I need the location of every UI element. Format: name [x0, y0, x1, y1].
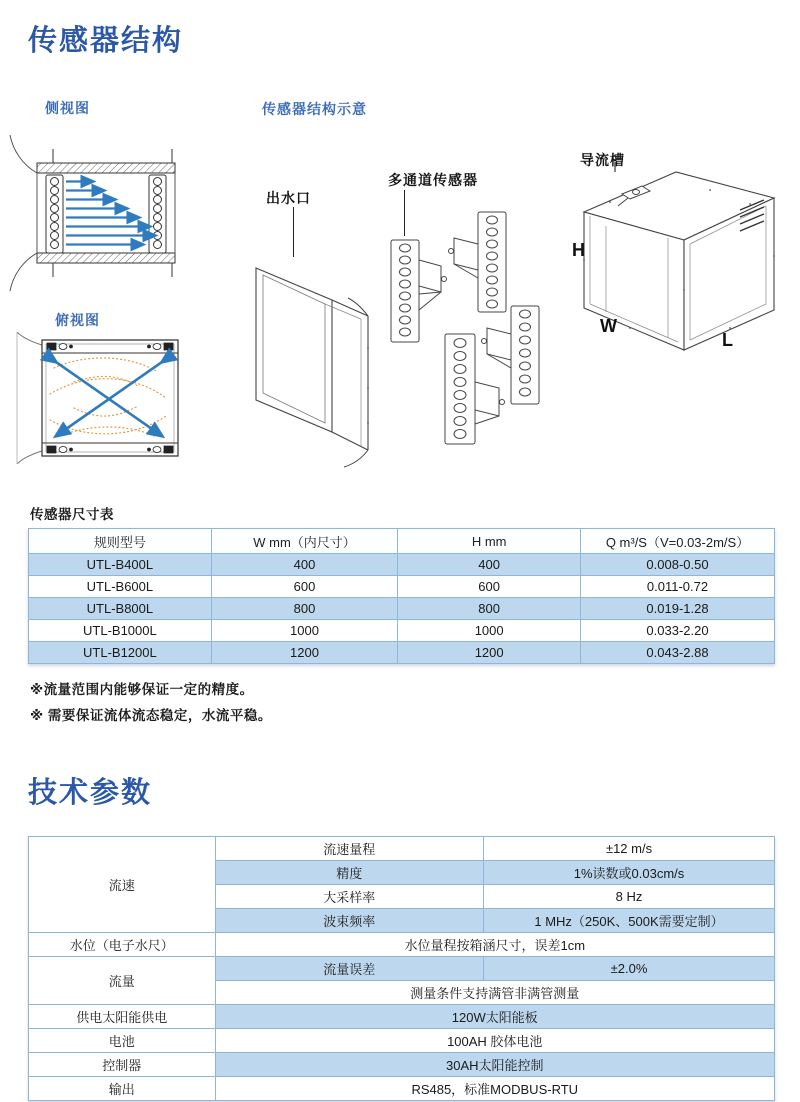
side-view-diagram — [3, 123, 178, 303]
size-table-title: 传感器尺寸表 — [30, 507, 114, 522]
param-value: 120W太阳能板 — [215, 1005, 775, 1029]
tech-table — [28, 836, 775, 1101]
tech-row — [29, 933, 775, 957]
cell-model: UTL-B600L — [29, 576, 212, 598]
param-value: 1 MHz（250K、500K需要定制） — [484, 909, 775, 933]
param-name: 大采样率 — [215, 885, 484, 909]
cell-model: UTL-B1200L — [29, 642, 212, 664]
cell-w: 800 — [211, 598, 398, 620]
group-controller: 控制器 — [29, 1053, 216, 1077]
dim-l-label: L — [722, 330, 733, 350]
size-table-header-row — [29, 529, 775, 554]
water-outlet-label: 出水口 — [266, 190, 311, 206]
group-water-level: 水位（电子水尺） — [29, 933, 216, 957]
cell-w: 600 — [211, 576, 398, 598]
size-table-row — [29, 620, 775, 642]
cell-h: 400 — [398, 554, 581, 576]
section-heading-structure: 传感器结构 — [28, 25, 184, 57]
tech-row — [29, 1053, 775, 1077]
param-value: 水位量程按箱涵尺寸，误差1cm — [215, 933, 775, 957]
param-value: ±2.0% — [484, 957, 775, 981]
cell-q: 0.019-1.28 — [581, 598, 775, 620]
size-table-row — [29, 642, 775, 664]
cell-w: 400 — [211, 554, 398, 576]
cell-h: 1200 — [398, 642, 581, 664]
cell-model: UTL-B400L — [29, 554, 212, 576]
size-table-row — [29, 554, 775, 576]
column-header-model: 规则型号 — [29, 529, 212, 554]
group-flow: 流量 — [29, 957, 216, 1005]
multichannel-sensor-label: 多通道传感器 — [388, 172, 478, 188]
cell-h: 1000 — [398, 620, 581, 642]
cell-w: 1200 — [211, 642, 398, 664]
cell-q: 0.043-2.88 — [581, 642, 775, 664]
note-flow-stability: ※ 需要保证流体流态稳定，水流平稳。 — [30, 708, 272, 723]
cell-h: 800 — [398, 598, 581, 620]
tech-row — [29, 957, 775, 981]
dim-h-label: H — [572, 240, 585, 260]
param-value: 8 Hz — [484, 885, 775, 909]
param-name: 流速量程 — [215, 837, 484, 861]
section-heading-tech: 技术参数 — [28, 777, 153, 809]
side-view-label: 侧视图 — [45, 100, 90, 116]
tech-row — [29, 837, 775, 861]
outlet-diagram — [250, 258, 378, 468]
guide-channel-label: 导流槽 — [580, 152, 625, 168]
param-value: 1%读数或0.03cm/s — [484, 861, 775, 885]
cell-model: UTL-B1000L — [29, 620, 212, 642]
group-battery: 电池 — [29, 1029, 216, 1053]
cell-w: 1000 — [211, 620, 398, 642]
cell-model: UTL-B800L — [29, 598, 212, 620]
param-name: 精度 — [215, 861, 484, 885]
cell-h: 600 — [398, 576, 581, 598]
param-value: ±12 m/s — [484, 837, 775, 861]
group-power: 供电太阳能供电 — [29, 1005, 216, 1029]
structure-schematic-label: 传感器结构示意 — [262, 101, 367, 117]
tech-row — [29, 1005, 775, 1029]
top-view-diagram — [16, 332, 186, 464]
cell-q: 0.011-0.72 — [581, 576, 775, 598]
size-table — [28, 528, 775, 664]
top-view-label: 俯视图 — [55, 312, 100, 328]
tech-row — [29, 1077, 775, 1101]
column-header-q: Q m³/S（V=0.03-2m/S） — [581, 529, 775, 554]
cell-q: 0.033-2.20 — [581, 620, 775, 642]
size-table-row — [29, 576, 775, 598]
note-accuracy: ※流量范围内能够保证一定的精度。 — [30, 682, 254, 697]
param-value: 测量条件支持满管非满管测量 — [215, 981, 775, 1005]
cell-q: 0.008-0.50 — [581, 554, 775, 576]
param-value: 30AH太阳能控制 — [215, 1053, 775, 1077]
size-table-row — [29, 598, 775, 620]
param-name: 波束频率 — [215, 909, 484, 933]
param-value: 100AH 胶体电池 — [215, 1029, 775, 1053]
multichannel-sensor-diagram — [383, 206, 558, 451]
outlet-leader-line — [293, 207, 294, 257]
dim-w-label: W — [600, 316, 617, 336]
group-velocity: 流速 — [29, 837, 216, 933]
param-value: RS485，标准MODBUS-RTU — [215, 1077, 775, 1101]
column-header-w: W mm（内尺寸） — [211, 529, 398, 554]
group-output: 输出 — [29, 1077, 216, 1101]
param-name: 流量误差 — [215, 957, 484, 981]
column-header-h: H mm — [398, 529, 581, 554]
tech-row — [29, 1029, 775, 1053]
